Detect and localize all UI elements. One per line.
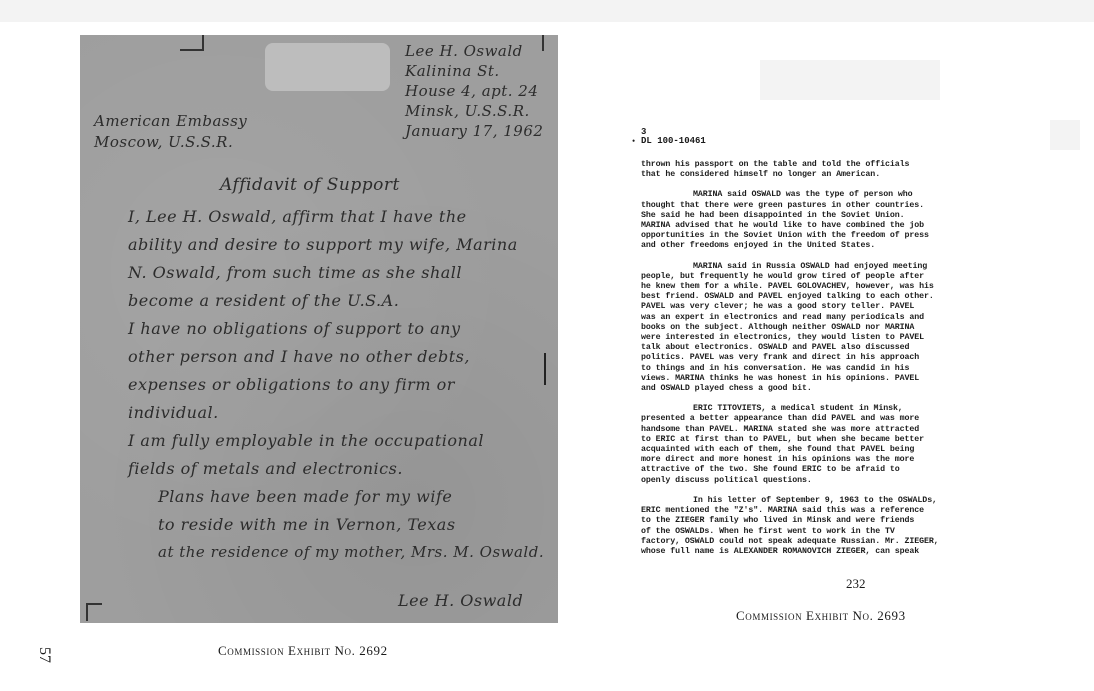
report-line: people, but frequently he would grow tired of people after: [641, 271, 924, 281]
report-line: whose full name is ALEXANDER ROMANOVICH ZIEGER, can speak: [641, 546, 920, 556]
report-line: thrown his passport on the table and told the officials: [641, 160, 910, 169]
recipient-line: Moscow, U.S.S.R.: [94, 133, 234, 151]
report-line: to the ZIEGER family who lived in Minsk and were friends: [641, 516, 915, 526]
body-line: individual.: [128, 403, 219, 422]
corner-mark-bottom-left: [86, 603, 102, 621]
report-line: acquainted with each of them, she found that PAVEL being: [641, 445, 915, 455]
report-line: factory, OSWALD could not speak adequate Russian. Mr. ZIEGER,: [641, 536, 939, 546]
affidavit-heading: Affidavit of Support: [220, 175, 400, 195]
report-line: ERIC TITOVIETS, a medical student in Minsk,: [693, 404, 903, 414]
report-line: She said he had been disappointed in the Soviet Union.: [641, 210, 905, 220]
report-paragraph: [641, 496, 939, 557]
report-line: of the OSWALDs. When he first went to work in the TV: [641, 526, 895, 536]
report-page-mark: 3: [641, 127, 647, 137]
handwritten-affidavit-photo: [80, 35, 558, 623]
report-line: was an expert in electronics and read many periodicals and: [641, 312, 924, 322]
body-line: expenses or obligations to any firm or: [128, 375, 455, 394]
body-line: to reside with me in Vernon, Texas: [158, 515, 456, 534]
body-line: other person and I have no other debts,: [128, 347, 470, 366]
typed-report-body: [641, 160, 939, 557]
report-line: books on the subject. Although neither OSWALD nor MARINA: [641, 322, 915, 332]
report-line: to ERIC at first than to PAVEL, but when she became better: [641, 434, 924, 444]
report-line: politics. PAVEL was very frank and direct in his approach: [641, 353, 920, 363]
report-line: ERIC mentioned the "Z's". MARINA said this was a reference: [641, 506, 924, 516]
report-line: MARINA said in Russia OSWALD had enjoyed meeting: [693, 261, 928, 271]
file-number: DL 100-10461: [641, 136, 706, 146]
report-paragraph: [641, 190, 939, 251]
exhibit-caption-left: Commission Exhibit No. 2692: [218, 643, 388, 658]
corner-mark-top-right: [542, 35, 552, 51]
body-line: fields of metals and electronics.: [128, 459, 403, 478]
report-line: views. MARINA thinks he was honest in his opinions. PAVEL: [641, 373, 920, 383]
report-line: and OSWALD played chess a good bit.: [641, 384, 812, 394]
report-line: MARINA said OSWALD was the type of person who: [693, 190, 913, 200]
body-line: Plans have been made for my wife: [158, 487, 453, 506]
report-line: were interested in electronics, they would listen to PAVEL: [641, 333, 924, 343]
report-line: handsome than PAVEL. MARINA stated she was more attracted: [641, 424, 920, 434]
address-line: Minsk, U.S.S.R.: [405, 102, 530, 120]
report-line: In his letter of September 9, 1963 to the OSWALDs,: [693, 495, 937, 505]
corner-mark-top-left: [180, 35, 204, 51]
report-line: opportunities in the Soviet Union with the freedom of press: [641, 231, 929, 241]
scan-top-strip: [0, 0, 1094, 22]
signature: Lee H. Oswald: [398, 591, 524, 610]
report-footer-number: 232: [846, 576, 866, 591]
report-line: he knew them for a while. PAVEL GOLOVACHEV, however, was his: [641, 282, 934, 292]
report-line: thought that there were green pastures in other countries.: [641, 200, 924, 210]
exhibit-caption-right: Commission Exhibit No. 2693: [736, 608, 906, 623]
report-line: openly discuss political questions.: [641, 475, 812, 485]
redacted-region: [265, 43, 390, 91]
body-line: N. Oswald, from such time as she shall: [128, 263, 463, 282]
report-line: PAVEL was very clever; he was a good story teller. PAVEL: [641, 302, 915, 312]
bullet-mark: •: [632, 136, 636, 146]
address-line: House 4, apt. 24: [405, 82, 539, 100]
report-line: attractive of the two. She found ERIC to be afraid to: [641, 465, 900, 475]
report-line: that he considered himself no longer an American.: [641, 170, 881, 180]
report-line: MARINA advised that he would like to have combined the job: [641, 221, 924, 231]
report-line: talk about electronics. OSWALD and PAVEL also discussed: [641, 343, 910, 353]
letter-date: January 17, 1962: [405, 122, 544, 140]
report-line: presented a better appearance than did PAVEL and was more: [641, 414, 920, 424]
recipient-line: American Embassy: [94, 112, 248, 130]
report-line: and other freedoms enjoyed in the United States.: [641, 241, 876, 251]
page-number: 57: [36, 647, 53, 663]
bleed-through-mark: [1050, 120, 1080, 150]
report-line: more direct and more honest in his opinions was the more: [641, 455, 915, 465]
report-paragraph: [641, 262, 939, 395]
bleed-through-mark: [760, 60, 940, 100]
address-line: Lee H. Oswald: [405, 42, 523, 60]
report-paragraph: [641, 160, 939, 180]
margin-mark: [544, 353, 546, 385]
body-line: I am fully employable in the occupational: [128, 431, 484, 450]
body-line: I have no obligations of support to any: [128, 319, 461, 338]
body-line: become a resident of the U.S.A.: [128, 291, 400, 310]
report-paragraph: [641, 404, 939, 486]
body-line: I, Lee H. Oswald, affirm that I have the: [128, 207, 467, 226]
report-line: to things and in his conversation. He was candid in his: [641, 363, 910, 373]
address-line: Kalinina St.: [405, 62, 500, 80]
report-line: best friend. OSWALD and PAVEL enjoyed talking to each other.: [641, 292, 934, 302]
body-line: ability and desire to support my wife, Marina: [128, 235, 518, 254]
body-line: at the residence of my mother, Mrs. M. Oswald.: [158, 543, 545, 561]
